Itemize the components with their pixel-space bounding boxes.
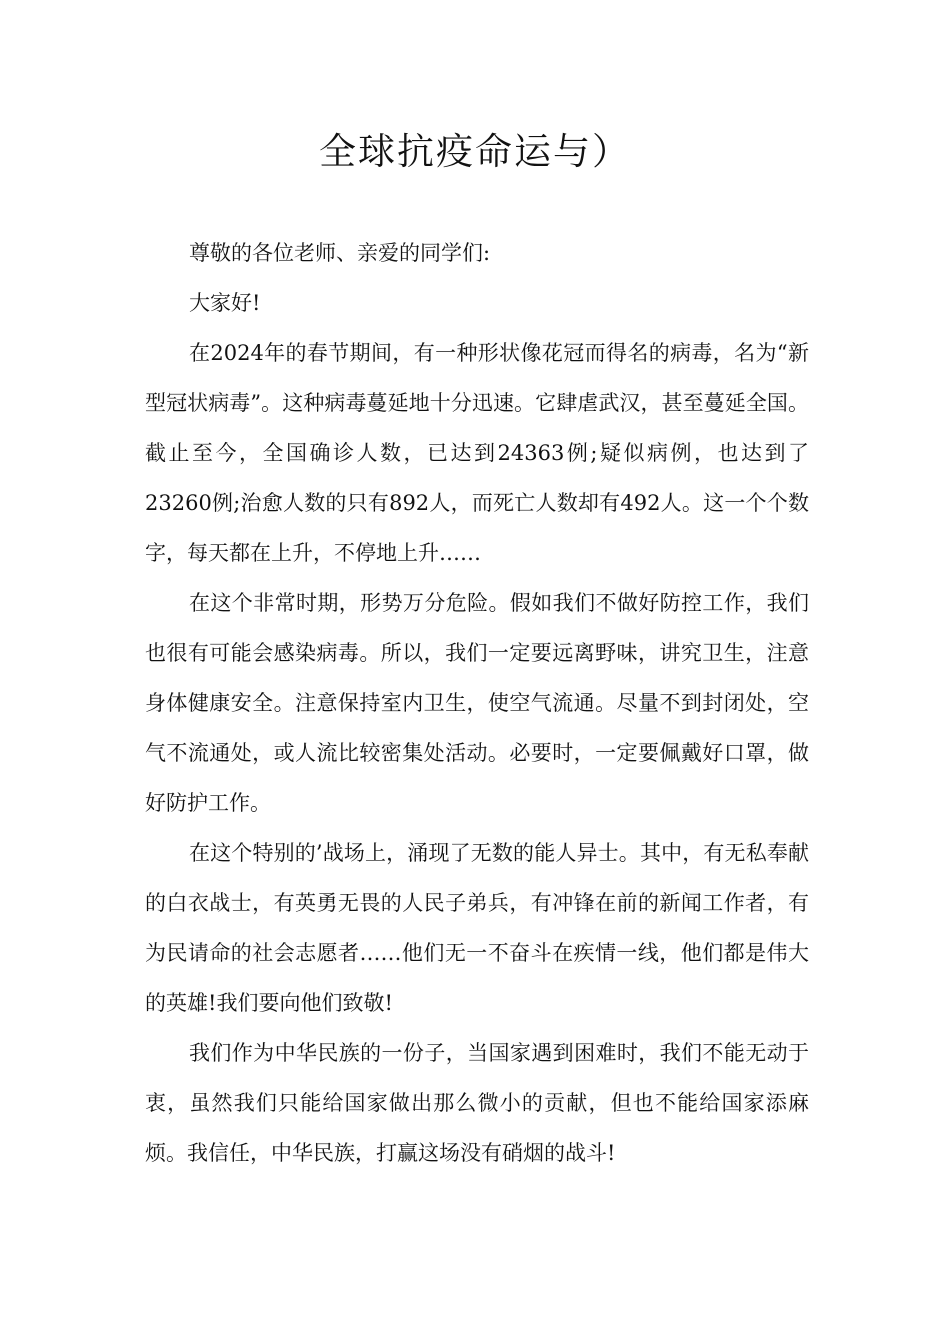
document-body [145,228,809,1178]
paragraph: 我们作为中华民族的一份子，当国家遇到困难时，我们不能无动于衷，虽然我们只能给国家做出那么微小的贡献，但也不能给国家添麻烦。我信任，中华民族，打赢这场没有硝烟的战斗! [145,1041,809,1165]
greeting-line: 尊敬的各位老师、亲爱的同学们: [189,241,491,265]
paragraph: 在这个非常时期，形势万分危险。假如我们不做好防控工作，我们也很有可能会感染病毒。所以，我们一定要远离野味，讲究卫生，注意身体健康安全。注意保持室内卫生，使空气流通。尽量不到封闭处，空气不流通处，或人流比较密集处活动。必要时，一定要佩戴好口罩，做好防护工作。 [145,591,809,815]
paragraph: 在2024年的春节期间，有一种形状像花冠而得名的病毒，名为“新型冠状病毒”。这种病毒蔓延地十分迅速。它肆虐武汉，甚至蔓延全国。截止至今，全国确诊人数，已达到24363例;疑似病例，也达到了23260例;治愈人数的只有892人，而死亡人数却有492人。这一个个数字，每天都在上升，不停地上升…… [145,341,809,565]
document-title: 全球抗疫命运与） [319,130,631,173]
salutation-line: 大家好! [189,291,261,315]
paragraph: 在这个特别的’战场上，涌现了无数的能人异士。其中，有无私奉献的白衣战士，有英勇无畏的人民子弟兵，有冲锋在前的新闻工作者，有为民请命的社会志愿者……他们无一不奋斗在疾情一线，他们都是伟大的英雄!我们要向他们致敬! [145,841,809,1015]
